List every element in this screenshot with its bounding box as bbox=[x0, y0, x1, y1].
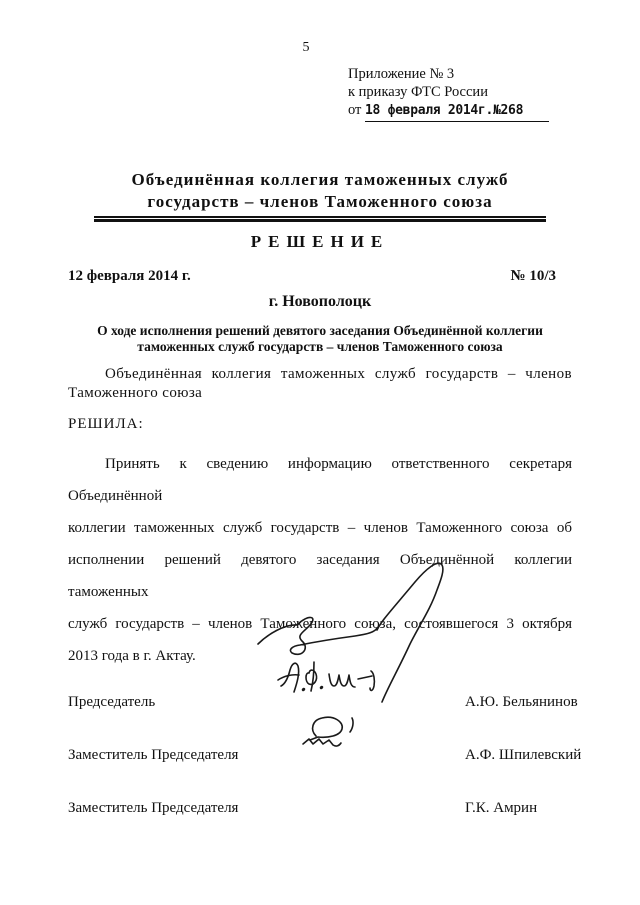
city-line: г. Новополоцк bbox=[268, 293, 372, 310]
header-divider-rule bbox=[94, 216, 546, 222]
appendix-line-2: к приказу ФТС России bbox=[348, 84, 488, 100]
preamble-line-1: Объединённая коллегия таможенных служб государств – членов bbox=[105, 366, 572, 382]
signature-row bbox=[68, 798, 572, 818]
signature-block bbox=[68, 692, 582, 818]
signature-title: Заместитель Председателя bbox=[68, 747, 239, 763]
appendix-line-3 bbox=[348, 101, 572, 122]
signature-row bbox=[68, 692, 578, 712]
signature-title: Председатель bbox=[68, 694, 156, 710]
preamble-paragraph bbox=[68, 365, 572, 403]
body-line: коллегии таможенных служб государств – членов Таможенного союза об bbox=[68, 520, 572, 536]
document-type-title: РЕШЕНИЕ bbox=[250, 232, 390, 251]
organization-header-line-1: Объединённая коллегия таможенных служб bbox=[131, 170, 509, 189]
subject-line-1: О ходе исполнения решений девятого заседания Объединённой коллегии bbox=[97, 323, 543, 338]
resolution-word: РЕШИЛА: bbox=[68, 416, 144, 432]
signature-name: Г.К. Амрин bbox=[465, 800, 538, 816]
signature-title: Заместитель Председателя bbox=[68, 800, 239, 816]
appendix-block bbox=[348, 65, 572, 122]
preamble-line-2: Таможенного союза bbox=[68, 385, 203, 401]
subject-line-2: таможенных служб государств – членов Таможенного союза bbox=[137, 339, 503, 354]
body-line: исполнении решений девятого заседания Объединённой коллегии таможенных bbox=[68, 552, 572, 600]
body-line: 2013 года в г. Актау. bbox=[68, 648, 196, 664]
document-date: 12 февраля 2014 г. bbox=[68, 268, 191, 284]
date-number-row bbox=[68, 266, 572, 286]
signature-row bbox=[68, 745, 582, 765]
subject-heading bbox=[68, 323, 572, 355]
body-paragraph bbox=[68, 448, 572, 672]
appendix-line-1: Приложение № 3 bbox=[348, 66, 455, 82]
organization-header bbox=[68, 169, 572, 213]
organization-header-line-2: государств – членов Таможенного союза bbox=[147, 192, 493, 211]
document-number: № 10/3 bbox=[510, 268, 556, 284]
body-line: служб государств – членов Таможенного союза, состоявшегося 3 октября bbox=[68, 616, 572, 632]
appendix-line-3-prefix: от bbox=[348, 102, 366, 118]
signature-name: А.Ф. Шпилевский bbox=[465, 747, 582, 763]
appendix-order-date-number: 18 февраля 2014г.№268 bbox=[365, 102, 549, 122]
signature-name: А.Ю. Бельянинов bbox=[465, 694, 578, 710]
page-number: 5 bbox=[302, 40, 310, 55]
body-line: Принять к сведению информацию ответственного секретаря Объединённой bbox=[68, 456, 572, 504]
